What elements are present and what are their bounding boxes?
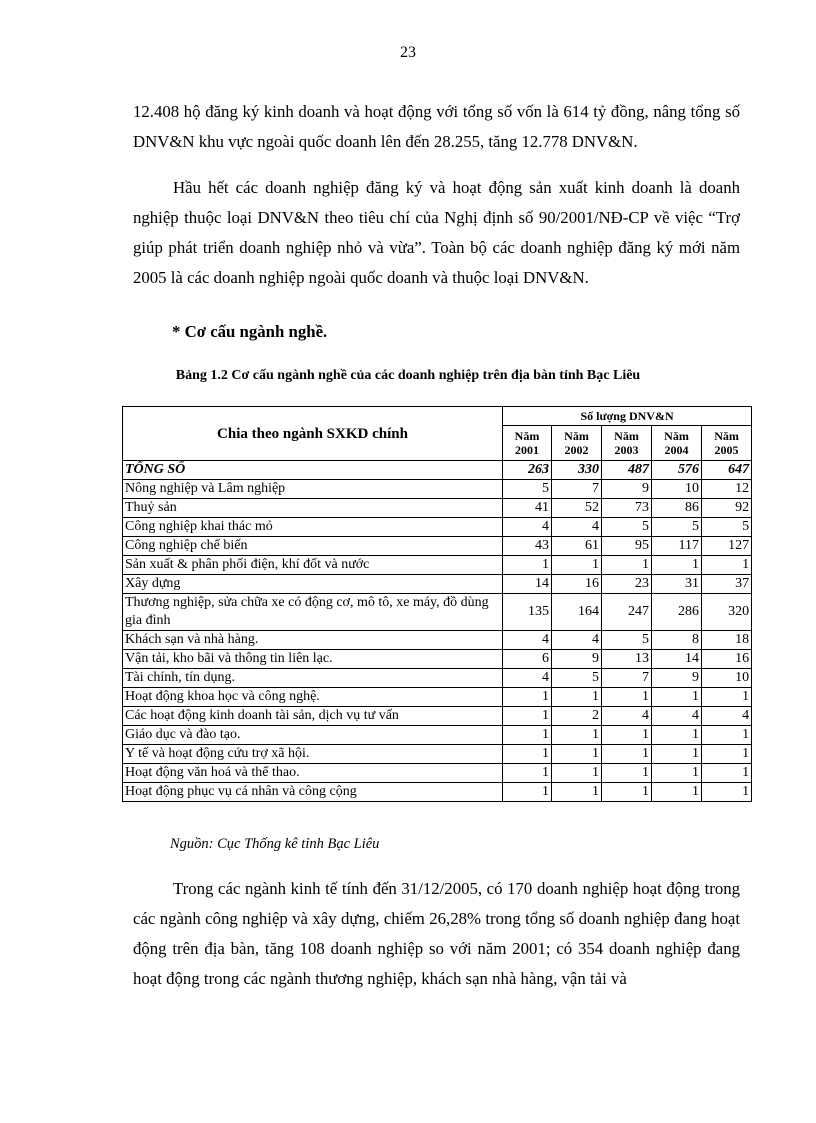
group-header-cell: Số lượng DNV&N	[503, 407, 752, 426]
year-header-label: Năm	[614, 429, 639, 443]
value-cell: 1	[702, 745, 752, 764]
table-row	[123, 764, 752, 783]
year-header-value: 2001	[515, 443, 539, 457]
year-header-cell	[503, 426, 552, 461]
value-cell: 4	[652, 707, 702, 726]
value-cell: 2	[552, 707, 602, 726]
source-note: Nguồn: Cục Thống kê tỉnh Bạc Liêu	[170, 836, 380, 852]
value-cell: 1	[503, 707, 552, 726]
sector-name-cell: Hoạt động khoa học và công nghệ.	[123, 688, 503, 707]
value-cell: 135	[503, 594, 552, 631]
table-row	[123, 631, 752, 650]
value-cell: 5	[503, 480, 552, 499]
year-header-cell	[652, 426, 702, 461]
paragraph-enterprise-type: Hầu hết các doanh nghiệp đăng ký và hoạt động sản xuất kinh doanh là doanh nghiệp thuộc loại DNV&N theo tiêu chí của Nghị định số 90/2001/NĐ-CP về việc “Trợ giúp phát triển doanh nghiệp nhỏ và vừa”. Toàn bộ các doanh nghiệp đăng ký mới năm 2005 là các doanh nghiệp ngoài quốc doanh và thuộc loại DNV&N.	[133, 178, 740, 287]
value-cell: 52	[552, 499, 602, 518]
sector-name-cell: Thương nghiệp, sửa chữa xe có động cơ, mô tô, xe máy, đồ dùng gia đình	[123, 594, 503, 631]
value-cell: 1	[602, 783, 652, 802]
value-cell: 18	[702, 631, 752, 650]
value-cell: 1	[652, 745, 702, 764]
table-row	[123, 650, 752, 669]
sector-name-cell: Các hoạt động kinh doanh tài sản, dịch vụ tư vấn	[123, 707, 503, 726]
year-header-label: Năm	[564, 429, 589, 443]
value-cell: 1	[602, 726, 652, 745]
value-cell: 1	[552, 688, 602, 707]
table-row	[123, 726, 752, 745]
year-header-label: Năm	[714, 429, 739, 443]
sector-name-cell: Hoạt động phục vụ cá nhân và công cộng	[123, 783, 503, 802]
value-cell: 4	[503, 518, 552, 537]
value-cell: 13	[602, 650, 652, 669]
table-row	[123, 783, 752, 802]
value-cell: 16	[702, 650, 752, 669]
sector-name-cell: Vận tải, kho bãi và thông tin liên lạc.	[123, 650, 503, 669]
year-header-label: Năm	[514, 429, 540, 443]
year-header-cell	[602, 426, 652, 461]
year-header-value: 2002	[564, 443, 589, 457]
value-cell: 1	[503, 556, 552, 575]
value-cell: 1	[702, 764, 752, 783]
sector-name-cell: Tài chính, tín dụng.	[123, 669, 503, 688]
sector-name-cell: Nông nghiệp và Lâm nghiệp	[123, 480, 503, 499]
value-cell: 1	[702, 688, 752, 707]
value-cell: 23	[602, 575, 652, 594]
value-cell: 9	[652, 669, 702, 688]
section-heading: * Cơ cấu ngành nghề.	[172, 322, 328, 341]
value-cell: 320	[702, 594, 752, 631]
value-cell: 247	[602, 594, 652, 631]
value-cell: 4	[702, 707, 752, 726]
value-cell: 1	[552, 726, 602, 745]
year-header-cell	[702, 426, 752, 461]
value-cell: 1	[552, 745, 602, 764]
paragraph-intro: 12.408 hộ đăng ký kinh doanh và hoạt động với tổng số vốn là 614 tỷ đồng, nâng tổng số DNV&N khu vực ngoài quốc doanh lên đến 28.255, tăng 12.778 DNV&N.	[133, 102, 740, 151]
value-cell: 127	[702, 537, 752, 556]
table-row	[123, 669, 752, 688]
value-cell: 1	[503, 764, 552, 783]
year-header-label: Năm	[664, 429, 689, 443]
value-cell: 5	[652, 518, 702, 537]
table-row	[123, 480, 752, 499]
sector-name-cell: Hoạt động văn hoá và thể thao.	[123, 764, 503, 783]
value-cell: 1	[652, 764, 702, 783]
value-cell: 6	[503, 650, 552, 669]
sector-name-cell: Công nghiệp khai thác mỏ	[123, 518, 503, 537]
year-header-value: 2005	[714, 443, 739, 457]
paragraph-analysis: Trong các ngành kinh tế tính đến 31/12/2005, có 170 doanh nghiệp hoạt động trong các ngành công nghiệp và xây dựng, chiếm 26,28% trong tổng số doanh nghiệp đang hoạt động trên địa bàn, tăng 108 doanh nghiệp so với năm 2001; có 354 doanh nghiệp đang hoạt động trong các ngành thương nghiệp, khách sạn nhà hàng, vận tải và	[133, 879, 740, 988]
value-cell: 4	[602, 707, 652, 726]
table-row	[123, 537, 752, 556]
value-cell: 5	[602, 631, 652, 650]
value-cell: 1	[702, 556, 752, 575]
value-cell: 86	[652, 499, 702, 518]
value-cell: 5	[702, 518, 752, 537]
value-cell: 5	[602, 518, 652, 537]
sector-name-cell: Công nghiệp chế biến	[123, 537, 503, 556]
value-cell: 4	[552, 631, 602, 650]
table-row	[123, 745, 752, 764]
total-label: TỔNG SỐ	[123, 461, 503, 480]
value-cell: 164	[552, 594, 602, 631]
year-header-value: 2004	[664, 443, 689, 457]
total-value-cell: 576	[652, 461, 702, 480]
value-cell: 10	[702, 669, 752, 688]
value-cell: 9	[602, 480, 652, 499]
row-header-cell: Chia theo ngành SXKD chính	[123, 407, 503, 461]
value-cell: 5	[552, 669, 602, 688]
table-row	[123, 499, 752, 518]
page-number: 23	[400, 44, 416, 61]
value-cell: 1	[652, 688, 702, 707]
table-row	[123, 518, 752, 537]
total-value-cell: 487	[602, 461, 652, 480]
value-cell: 10	[652, 480, 702, 499]
year-header-cell	[552, 426, 602, 461]
sector-name-cell: Giáo dục và đào tạo.	[123, 726, 503, 745]
value-cell: 4	[503, 631, 552, 650]
value-cell: 31	[652, 575, 702, 594]
value-cell: 1	[503, 783, 552, 802]
value-cell: 117	[652, 537, 702, 556]
value-cell: 4	[503, 669, 552, 688]
value-cell: 1	[602, 688, 652, 707]
value-cell: 37	[702, 575, 752, 594]
value-cell: 1	[503, 745, 552, 764]
year-header-value: 2003	[614, 443, 639, 457]
table-row	[123, 688, 752, 707]
value-cell: 92	[702, 499, 752, 518]
sector-name-cell: Xây dựng	[123, 575, 503, 594]
value-cell: 1	[652, 783, 702, 802]
value-cell: 1	[702, 726, 752, 745]
table-row	[123, 575, 752, 594]
value-cell: 1	[602, 764, 652, 783]
table-row	[123, 594, 752, 631]
total-value-cell: 263	[503, 461, 552, 480]
value-cell: 73	[602, 499, 652, 518]
value-cell: 1	[552, 783, 602, 802]
sector-name-cell: Thuỷ sản	[123, 499, 503, 518]
value-cell: 1	[503, 688, 552, 707]
sector-name-cell: Khách sạn và nhà hàng.	[123, 631, 503, 650]
value-cell: 7	[602, 669, 652, 688]
table-row	[123, 707, 752, 726]
value-cell: 1	[552, 556, 602, 575]
value-cell: 1	[652, 726, 702, 745]
value-cell: 43	[503, 537, 552, 556]
value-cell: 8	[652, 631, 702, 650]
value-cell: 1	[503, 726, 552, 745]
value-cell: 14	[652, 650, 702, 669]
value-cell: 1	[602, 745, 652, 764]
value-cell: 7	[552, 480, 602, 499]
value-cell: 1	[602, 556, 652, 575]
value-cell: 41	[503, 499, 552, 518]
sector-name-cell: Y tế và hoạt động cứu trợ xã hội.	[123, 745, 503, 764]
value-cell: 1	[552, 764, 602, 783]
value-cell: 4	[552, 518, 602, 537]
sector-structure-table	[122, 406, 752, 802]
value-cell: 16	[552, 575, 602, 594]
table-row	[123, 556, 752, 575]
value-cell: 61	[552, 537, 602, 556]
table-caption: Bảng 1.2 Cơ cấu ngành nghề của các doanh nghiệp trên địa bàn tỉnh Bạc Liêu	[175, 368, 641, 383]
total-value-cell: 647	[702, 461, 752, 480]
value-cell: 1	[652, 556, 702, 575]
sector-name-cell: Sản xuất & phân phối điện, khí đốt và nước	[123, 556, 503, 575]
value-cell: 95	[602, 537, 652, 556]
value-cell: 14	[503, 575, 552, 594]
value-cell: 9	[552, 650, 602, 669]
total-value-cell: 330	[552, 461, 602, 480]
value-cell: 286	[652, 594, 702, 631]
value-cell: 1	[702, 783, 752, 802]
total-row	[123, 461, 752, 480]
value-cell: 12	[702, 480, 752, 499]
